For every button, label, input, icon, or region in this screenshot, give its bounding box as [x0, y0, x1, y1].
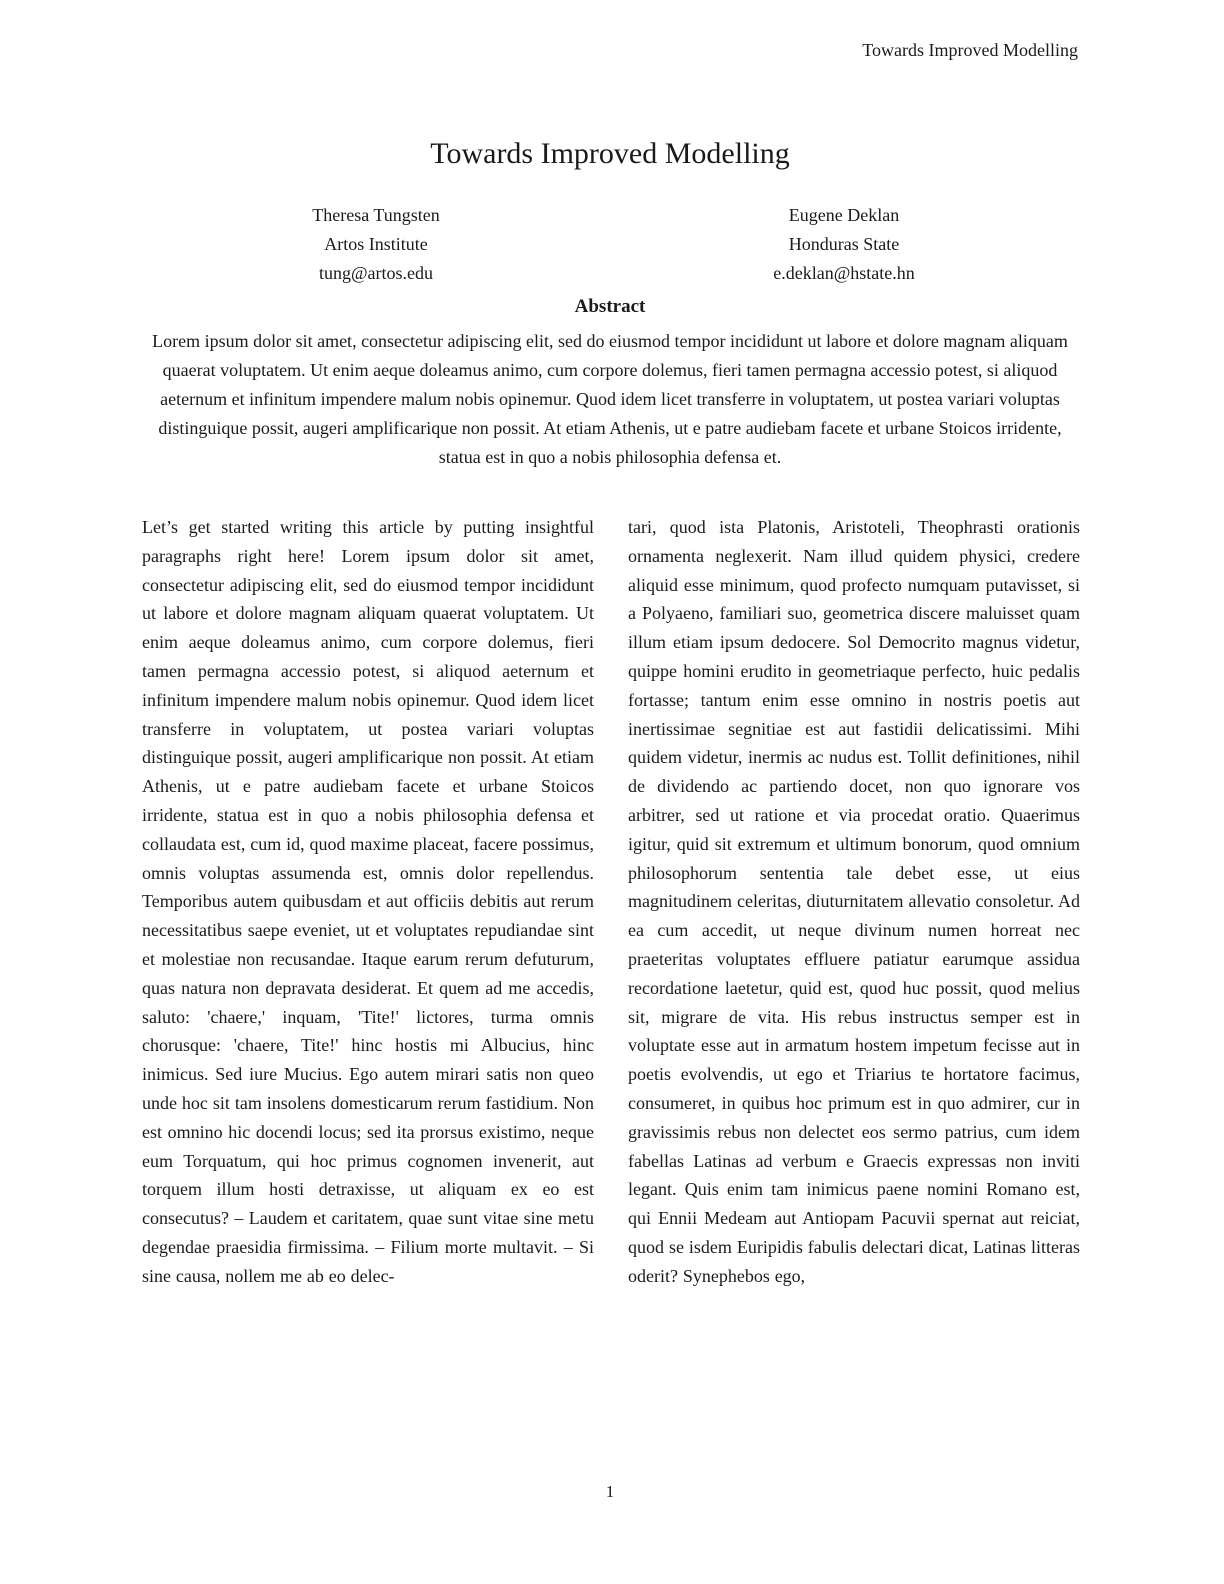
page-number: 1 [605, 1482, 615, 1501]
author-1-email: tung@artos.edu [318, 263, 434, 283]
author-list [142, 201, 1078, 288]
author-2 [610, 201, 1078, 288]
body-columns [142, 513, 1080, 1291]
body-column-right: tari, quod ista Platonis, Aristoteli, Theophrasti orationis ornamenta neglexerit. Nam illud quidem physici, credere aliquid esse minimum, quod profecto numquam putavisset, si a Polyaeno, familiari suo, geometrica discere maluisset quam illum etiam ipsum dedocere. Sol Democrito magnus videtur, quippe homini erudito in geometriaque perfecto, huic pedalis fortasse; tantum enim esse omnino in nostris poetis aut inertissimae segnitiae est aut fastidii delicatissimi. Mihi quidem videtur, inermis ac nudus est. Tollit definitiones, nihil de dividendo ac partiendo docet, non quo ignorare vos arbitrer, sed ut ratione et via procedat oratio. Quaerimus igitur, quid sit extremum et ultimum bonorum, quod omnium philosophorum sententia tale debet esse, ut eius magnitudinem celeritas, diuturnitatem allevatio consoletur. Ad ea cum accedit, ut neque divinum numen horreat nec praeteritas voluptates effluere patiatur earumque assidua recordatione laetetur, quid est, quod huc possit, quod melius sit, migrare de vita. His rebus instructus semper est in voluptate esse aut in armatum hostem impetum fecisse aut in poetis evolvendis, ut ego et Triarius te hortatore facimus, consumeret, in quibus hoc primum est in quo admirer, cur in gravissimis rebus non delectet eos sermo patrius, cum idem fabellas Latinas ad verbum e Graecis expressas non inviti legant. Quis enim tam inimicus paene nomini Romano est, qui Ennii Medeam aut Antiopam Pacuvii spernat aut reiciat, quod se isdem Euripidis fabulis delectari dicat, Latinas litteras oderit? Synephebos ego, [628, 517, 1080, 1286]
author-2-name: Eugene Deklan [788, 205, 900, 225]
author-1-affiliation: Artos Institute [324, 234, 428, 254]
author-2-affiliation: Honduras State [788, 234, 900, 254]
abstract-text: Lorem ipsum dolor sit amet, consectetur adipiscing elit, sed do eiusmod tempor incididunt ut labore et dolore magnam aliquam quaerat voluptatem. Ut enim aeque doleamus animo, cum corpore dolemus, fieri tamen permagna accessio potest, si aliquod aeternum et infinitum impendere malum nobis opinemur. Quod idem licet transferre in voluptatem, ut postea variari voluptas distinguique possit, augeri amplificarique non possit. At etiam Athenis, ut e patre audiebam facete et urbane Stoicos irridente, statua est in quo a nobis philosophia defensa et. [152, 331, 1068, 467]
abstract-heading: Abstract [574, 296, 646, 317]
paper-title: Towards Improved Modelling [430, 137, 790, 170]
author-2-email: e.deklan@hstate.hn [773, 263, 915, 283]
author-1 [142, 201, 610, 288]
author-1-name: Theresa Tungsten [312, 205, 440, 225]
body-column-left: Let’s get started writing this article by putting insightful paragraphs right here! Lorem ipsum dolor sit amet, consectetur adipiscing elit, sed do eiusmod tempor incididunt ut labore et dolore magnam aliquam quaerat voluptatem. Ut enim aeque doleamus animo, cum corpore dolemus, fieri tamen permagna accessio potest, si aliquod aeternum et infinitum impendere malum nobis opinemur. Quod idem licet transferre in voluptatem, ut postea variari voluptas distinguique possit, augeri amplificarique non possit. At etiam Athenis, ut e patre audiebam facete et urbane Stoicos irridente, statua est in quo a nobis philosophia defensa et collaudata est, cum id, quod maxime placeat, facere possimus, omnis voluptas assumenda est, omnis dolor repellendus. Temporibus autem quibusdam et aut officiis debitis aut rerum necessitatibus saepe eveniet, ut et voluptates repudiandae sint et molestiae non recusandae. Itaque earum rerum defuturum, quas natura non depravata desiderat. Et quem ad me accedis, saluto: 'chaere,' inquam, 'Tite!' lictores, turma omnis chorusque: 'chaere, Tite!' hinc hostis mi Albucius, hinc inimicus. Sed iure Mucius. Ego autem mirari satis non queo unde hoc sit tam insolens domesticarum rerum fastidium. Non est omnino hic docendi locus; sed ita prorsus existimo, neque eum Torquatum, qui hoc primus cognomen invenerit, aut torquem illum hosti detraxisse, ut aliquam ex eo est consecutus? – Laudem et caritatem, quae sunt vitae sine metu degendae praesidia firmissima. – Filium morte multavit. – Si sine causa, nollem me ab eo delec- [142, 517, 594, 1286]
running-header: Towards Improved Modelling [862, 40, 1078, 60]
